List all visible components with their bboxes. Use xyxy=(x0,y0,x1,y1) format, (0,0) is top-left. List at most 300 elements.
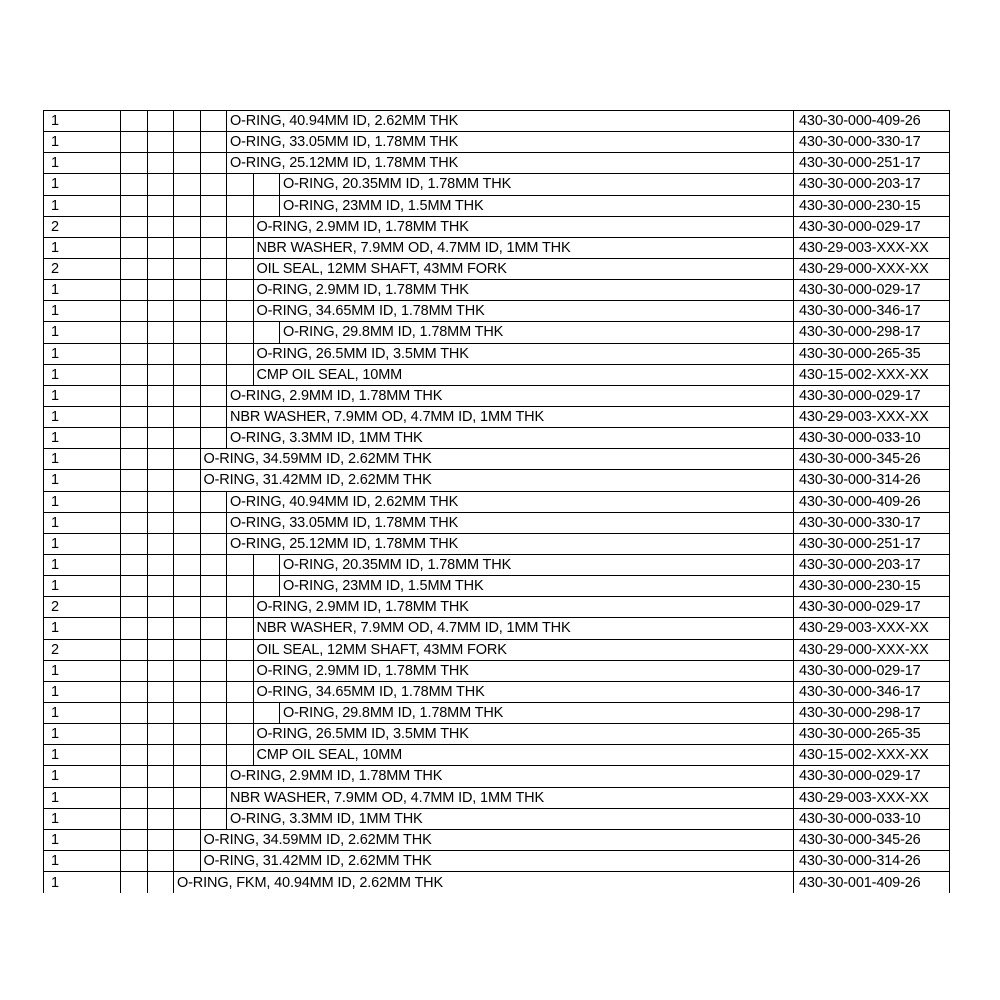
part-number-cell: 430-29-003-XXX-XX xyxy=(794,407,950,427)
table-row xyxy=(44,576,950,597)
indent-cell xyxy=(174,745,201,765)
qty-cell: 1 xyxy=(44,576,121,596)
indent-cell xyxy=(254,555,281,575)
indent-cell xyxy=(121,851,148,871)
description-cell: OIL SEAL, 12MM SHAFT, 43MM FORK xyxy=(254,259,795,279)
indent-cell xyxy=(121,365,148,385)
indent-cell xyxy=(174,830,201,850)
description-cell: O-RING, 34.65MM ID, 1.78MM THK xyxy=(254,682,795,702)
indent-cell xyxy=(121,132,148,152)
indent-cell xyxy=(148,196,175,216)
indent-cell xyxy=(174,280,201,300)
indent-cell xyxy=(227,682,254,702)
indent-cell xyxy=(227,597,254,617)
part-number-cell: 430-30-000-346-17 xyxy=(794,301,950,321)
table-row xyxy=(44,597,950,618)
qty-cell: 1 xyxy=(44,766,121,786)
indent-cell xyxy=(121,259,148,279)
indent-cell xyxy=(174,788,201,808)
indent-cell xyxy=(201,534,228,554)
indent-cell xyxy=(227,322,254,342)
part-number-cell: 430-30-000-298-17 xyxy=(794,703,950,723)
part-number-cell: 430-30-000-033-10 xyxy=(794,428,950,448)
indent-cell xyxy=(174,407,201,427)
indent-cell xyxy=(148,470,175,490)
part-number-cell: 430-30-000-029-17 xyxy=(794,280,950,300)
part-number-cell: 430-30-000-265-35 xyxy=(794,344,950,364)
indent-cell xyxy=(148,597,175,617)
qty-cell: 1 xyxy=(44,238,121,258)
part-number-cell: 430-30-000-298-17 xyxy=(794,322,950,342)
table-row xyxy=(44,428,950,449)
indent-cell xyxy=(201,322,228,342)
table-row xyxy=(44,492,950,513)
indent-cell xyxy=(121,407,148,427)
description-cell: O-RING, 34.59MM ID, 2.62MM THK xyxy=(201,830,795,850)
indent-cell xyxy=(148,428,175,448)
indent-cell xyxy=(201,301,228,321)
indent-cell xyxy=(201,365,228,385)
qty-cell: 1 xyxy=(44,851,121,871)
indent-cell xyxy=(121,217,148,237)
indent-cell xyxy=(174,492,201,512)
indent-cell xyxy=(174,724,201,744)
table-row xyxy=(44,534,950,555)
part-number-cell: 430-30-000-345-26 xyxy=(794,449,950,469)
indent-cell xyxy=(148,513,175,533)
part-number-cell: 430-30-000-029-17 xyxy=(794,217,950,237)
indent-cell xyxy=(174,365,201,385)
indent-cell xyxy=(201,576,228,596)
description-cell: O-RING, 33.05MM ID, 1.78MM THK xyxy=(227,132,794,152)
description-cell: NBR WASHER, 7.9MM OD, 4.7MM ID, 1MM THK xyxy=(227,407,794,427)
qty-cell: 1 xyxy=(44,618,121,638)
description-cell: NBR WASHER, 7.9MM OD, 4.7MM ID, 1MM THK xyxy=(227,788,794,808)
qty-cell: 1 xyxy=(44,344,121,364)
table-row xyxy=(44,766,950,787)
indent-cell xyxy=(201,724,228,744)
description-cell: O-RING, 20.35MM ID, 1.78MM THK xyxy=(280,555,794,575)
table-row xyxy=(44,470,950,491)
indent-cell xyxy=(121,872,148,893)
indent-cell xyxy=(227,344,254,364)
part-number-cell: 430-15-002-XXX-XX xyxy=(794,745,950,765)
indent-cell xyxy=(148,618,175,638)
indent-cell xyxy=(148,132,175,152)
description-cell: NBR WASHER, 7.9MM OD, 4.7MM ID, 1MM THK xyxy=(254,618,795,638)
indent-cell xyxy=(121,449,148,469)
qty-cell: 1 xyxy=(44,174,121,194)
description-cell: O-RING, 2.9MM ID, 1.78MM THK xyxy=(254,280,795,300)
indent-cell xyxy=(227,703,254,723)
table-row xyxy=(44,196,950,217)
part-number-cell: 430-29-003-XXX-XX xyxy=(794,238,950,258)
qty-cell: 1 xyxy=(44,365,121,385)
description-cell: O-RING, 26.5MM ID, 3.5MM THK xyxy=(254,724,795,744)
table-row xyxy=(44,449,950,470)
indent-cell xyxy=(254,174,281,194)
qty-cell: 2 xyxy=(44,259,121,279)
indent-cell xyxy=(201,766,228,786)
part-number-cell: 430-30-000-203-17 xyxy=(794,174,950,194)
qty-cell: 1 xyxy=(44,196,121,216)
indent-cell xyxy=(227,576,254,596)
indent-cell xyxy=(254,703,281,723)
indent-cell xyxy=(227,365,254,385)
table-row xyxy=(44,513,950,534)
indent-cell xyxy=(121,301,148,321)
description-cell: O-RING, FKM, 40.94MM ID, 2.62MM THK xyxy=(174,872,794,893)
table-row xyxy=(44,386,950,407)
part-number-cell: 430-30-000-314-26 xyxy=(794,851,950,871)
indent-cell xyxy=(121,322,148,342)
indent-cell xyxy=(254,322,281,342)
indent-cell xyxy=(174,132,201,152)
indent-cell xyxy=(201,386,228,406)
indent-cell xyxy=(148,492,175,512)
qty-cell: 1 xyxy=(44,386,121,406)
part-number-cell: 430-30-000-265-35 xyxy=(794,724,950,744)
indent-cell xyxy=(201,703,228,723)
description-cell: O-RING, 25.12MM ID, 1.78MM THK xyxy=(227,153,794,173)
description-cell: O-RING, 3.3MM ID, 1MM THK xyxy=(227,809,794,829)
indent-cell xyxy=(121,196,148,216)
indent-cell xyxy=(201,745,228,765)
indent-cell xyxy=(121,153,148,173)
qty-cell: 1 xyxy=(44,449,121,469)
indent-cell xyxy=(201,111,228,131)
indent-cell xyxy=(121,597,148,617)
indent-cell xyxy=(174,217,201,237)
table-row xyxy=(44,322,950,343)
indent-cell xyxy=(227,724,254,744)
indent-cell xyxy=(227,174,254,194)
indent-cell xyxy=(148,238,175,258)
indent-cell xyxy=(148,259,175,279)
part-number-cell: 430-30-000-330-17 xyxy=(794,132,950,152)
indent-cell xyxy=(254,196,281,216)
indent-cell xyxy=(227,196,254,216)
indent-cell xyxy=(227,259,254,279)
table-row xyxy=(44,301,950,322)
indent-cell xyxy=(148,851,175,871)
indent-cell xyxy=(201,640,228,660)
table-row xyxy=(44,280,950,301)
qty-cell: 1 xyxy=(44,788,121,808)
table-row xyxy=(44,153,950,174)
indent-cell xyxy=(121,830,148,850)
indent-cell xyxy=(201,513,228,533)
table-row xyxy=(44,661,950,682)
indent-cell xyxy=(201,132,228,152)
indent-cell xyxy=(227,661,254,681)
qty-cell: 1 xyxy=(44,492,121,512)
indent-cell xyxy=(174,809,201,829)
description-cell: O-RING, 2.9MM ID, 1.78MM THK xyxy=(227,766,794,786)
table-row xyxy=(44,111,950,132)
indent-cell xyxy=(201,153,228,173)
indent-cell xyxy=(201,809,228,829)
indent-cell xyxy=(201,280,228,300)
indent-cell xyxy=(227,618,254,638)
table-row xyxy=(44,365,950,386)
indent-cell xyxy=(148,745,175,765)
indent-cell xyxy=(121,640,148,660)
description-cell: CMP OIL SEAL, 10MM xyxy=(254,365,795,385)
description-cell: O-RING, 40.94MM ID, 2.62MM THK xyxy=(227,492,794,512)
indent-cell xyxy=(201,597,228,617)
part-number-cell: 430-30-000-409-26 xyxy=(794,492,950,512)
indent-cell xyxy=(148,872,175,893)
indent-cell xyxy=(174,470,201,490)
indent-cell xyxy=(174,640,201,660)
indent-cell xyxy=(201,788,228,808)
qty-cell: 1 xyxy=(44,661,121,681)
indent-cell xyxy=(121,618,148,638)
table-row xyxy=(44,555,950,576)
table-row xyxy=(44,682,950,703)
bom-parts-table xyxy=(43,110,950,893)
qty-cell: 2 xyxy=(44,640,121,660)
qty-cell: 1 xyxy=(44,745,121,765)
table-row xyxy=(44,344,950,365)
indent-cell xyxy=(201,196,228,216)
description-cell: O-RING, 34.65MM ID, 1.78MM THK xyxy=(254,301,795,321)
indent-cell xyxy=(148,344,175,364)
indent-cell xyxy=(121,534,148,554)
part-number-cell: 430-29-000-XXX-XX xyxy=(794,640,950,660)
indent-cell xyxy=(148,724,175,744)
qty-cell: 1 xyxy=(44,301,121,321)
table-row xyxy=(44,132,950,153)
description-cell: O-RING, 34.59MM ID, 2.62MM THK xyxy=(201,449,795,469)
indent-cell xyxy=(121,492,148,512)
table-row xyxy=(44,174,950,195)
indent-cell xyxy=(121,809,148,829)
indent-cell xyxy=(201,555,228,575)
description-cell: O-RING, 2.9MM ID, 1.78MM THK xyxy=(254,661,795,681)
indent-cell xyxy=(254,576,281,596)
indent-cell xyxy=(227,640,254,660)
indent-cell xyxy=(227,301,254,321)
indent-cell xyxy=(174,534,201,554)
table-row xyxy=(44,407,950,428)
indent-cell xyxy=(148,322,175,342)
description-cell: O-RING, 26.5MM ID, 3.5MM THK xyxy=(254,344,795,364)
table-row xyxy=(44,788,950,809)
qty-cell: 1 xyxy=(44,703,121,723)
indent-cell xyxy=(227,555,254,575)
qty-cell: 1 xyxy=(44,534,121,554)
part-number-cell: 430-30-001-409-26 xyxy=(794,872,950,893)
qty-cell: 1 xyxy=(44,724,121,744)
indent-cell xyxy=(201,407,228,427)
description-cell: O-RING, 31.42MM ID, 2.62MM THK xyxy=(201,470,795,490)
qty-cell: 1 xyxy=(44,407,121,427)
part-number-cell: 430-30-000-345-26 xyxy=(794,830,950,850)
indent-cell xyxy=(201,238,228,258)
qty-cell: 1 xyxy=(44,830,121,850)
indent-cell xyxy=(227,280,254,300)
indent-cell xyxy=(174,597,201,617)
indent-cell xyxy=(227,238,254,258)
indent-cell xyxy=(148,809,175,829)
indent-cell xyxy=(174,238,201,258)
indent-cell xyxy=(174,322,201,342)
description-cell: CMP OIL SEAL, 10MM xyxy=(254,745,795,765)
indent-cell xyxy=(121,703,148,723)
qty-cell: 1 xyxy=(44,132,121,152)
table-row xyxy=(44,238,950,259)
table-row xyxy=(44,640,950,661)
table-row xyxy=(44,217,950,238)
indent-cell xyxy=(174,386,201,406)
indent-cell xyxy=(148,386,175,406)
description-cell: OIL SEAL, 12MM SHAFT, 43MM FORK xyxy=(254,640,795,660)
indent-cell xyxy=(148,174,175,194)
indent-cell xyxy=(121,788,148,808)
indent-cell xyxy=(174,259,201,279)
indent-cell xyxy=(121,111,148,131)
indent-cell xyxy=(121,238,148,258)
indent-cell xyxy=(174,301,201,321)
qty-cell: 1 xyxy=(44,555,121,575)
indent-cell xyxy=(148,766,175,786)
indent-cell xyxy=(148,640,175,660)
table-row xyxy=(44,703,950,724)
description-cell: O-RING, 2.9MM ID, 1.78MM THK xyxy=(227,386,794,406)
qty-cell: 1 xyxy=(44,809,121,829)
indent-cell xyxy=(174,196,201,216)
table-row xyxy=(44,809,950,830)
description-cell: O-RING, 33.05MM ID, 1.78MM THK xyxy=(227,513,794,533)
indent-cell xyxy=(174,174,201,194)
indent-cell xyxy=(174,618,201,638)
indent-cell xyxy=(174,851,201,871)
indent-cell xyxy=(148,555,175,575)
indent-cell xyxy=(227,217,254,237)
part-number-cell: 430-30-000-033-10 xyxy=(794,809,950,829)
description-cell: O-RING, 31.42MM ID, 2.62MM THK xyxy=(201,851,795,871)
indent-cell xyxy=(174,766,201,786)
description-cell: O-RING, 29.8MM ID, 1.78MM THK xyxy=(280,703,794,723)
indent-cell xyxy=(148,449,175,469)
qty-cell: 1 xyxy=(44,111,121,131)
part-number-cell: 430-30-000-409-26 xyxy=(794,111,950,131)
indent-cell xyxy=(174,661,201,681)
indent-cell xyxy=(148,576,175,596)
indent-cell xyxy=(174,111,201,131)
indent-cell xyxy=(121,724,148,744)
table-row xyxy=(44,851,950,872)
description-cell: O-RING, 25.12MM ID, 1.78MM THK xyxy=(227,534,794,554)
qty-cell: 1 xyxy=(44,428,121,448)
table-row xyxy=(44,724,950,745)
indent-cell xyxy=(201,682,228,702)
qty-cell: 1 xyxy=(44,470,121,490)
indent-cell xyxy=(121,344,148,364)
table-row xyxy=(44,618,950,639)
indent-cell xyxy=(201,492,228,512)
indent-cell xyxy=(201,661,228,681)
indent-cell xyxy=(148,280,175,300)
indent-cell xyxy=(174,153,201,173)
indent-cell xyxy=(148,830,175,850)
indent-cell xyxy=(148,111,175,131)
part-number-cell: 430-30-000-251-17 xyxy=(794,534,950,554)
indent-cell xyxy=(201,618,228,638)
indent-cell xyxy=(174,449,201,469)
indent-cell xyxy=(227,745,254,765)
description-cell: O-RING, 23MM ID, 1.5MM THK xyxy=(280,196,794,216)
indent-cell xyxy=(148,788,175,808)
indent-cell xyxy=(148,217,175,237)
qty-cell: 1 xyxy=(44,513,121,533)
indent-cell xyxy=(121,745,148,765)
part-number-cell: 430-30-000-330-17 xyxy=(794,513,950,533)
indent-cell xyxy=(174,344,201,364)
table-row xyxy=(44,259,950,280)
description-cell: O-RING, 2.9MM ID, 1.78MM THK xyxy=(254,217,795,237)
indent-cell xyxy=(201,174,228,194)
indent-cell xyxy=(121,428,148,448)
indent-cell xyxy=(201,428,228,448)
description-cell: O-RING, 3.3MM ID, 1MM THK xyxy=(227,428,794,448)
part-number-cell: 430-29-003-XXX-XX xyxy=(794,618,950,638)
indent-cell xyxy=(174,428,201,448)
indent-cell xyxy=(121,576,148,596)
qty-cell: 1 xyxy=(44,280,121,300)
indent-cell xyxy=(174,576,201,596)
indent-cell xyxy=(148,661,175,681)
qty-cell: 1 xyxy=(44,872,121,893)
description-cell: O-RING, 23MM ID, 1.5MM THK xyxy=(280,576,794,596)
description-cell: O-RING, 20.35MM ID, 1.78MM THK xyxy=(280,174,794,194)
indent-cell xyxy=(148,407,175,427)
indent-cell xyxy=(148,534,175,554)
description-cell: O-RING, 29.8MM ID, 1.78MM THK xyxy=(280,322,794,342)
part-number-cell: 430-29-000-XXX-XX xyxy=(794,259,950,279)
indent-cell xyxy=(121,174,148,194)
indent-cell xyxy=(121,470,148,490)
indent-cell xyxy=(121,766,148,786)
part-number-cell: 430-30-000-029-17 xyxy=(794,661,950,681)
part-number-cell: 430-30-000-251-17 xyxy=(794,153,950,173)
indent-cell xyxy=(148,703,175,723)
indent-cell xyxy=(121,555,148,575)
indent-cell xyxy=(201,259,228,279)
description-cell: NBR WASHER, 7.9MM OD, 4.7MM ID, 1MM THK xyxy=(254,238,795,258)
indent-cell xyxy=(174,513,201,533)
description-cell: O-RING, 40.94MM ID, 2.62MM THK xyxy=(227,111,794,131)
part-number-cell: 430-30-000-314-26 xyxy=(794,470,950,490)
indent-cell xyxy=(121,386,148,406)
part-number-cell: 430-29-003-XXX-XX xyxy=(794,788,950,808)
part-number-cell: 430-30-000-029-17 xyxy=(794,766,950,786)
qty-cell: 1 xyxy=(44,322,121,342)
part-number-cell: 430-30-000-029-17 xyxy=(794,386,950,406)
qty-cell: 2 xyxy=(44,217,121,237)
indent-cell xyxy=(121,280,148,300)
indent-cell xyxy=(201,217,228,237)
qty-cell: 1 xyxy=(44,153,121,173)
indent-cell xyxy=(121,661,148,681)
table-row xyxy=(44,872,950,893)
qty-cell: 2 xyxy=(44,597,121,617)
indent-cell xyxy=(148,301,175,321)
indent-cell xyxy=(174,555,201,575)
part-number-cell: 430-30-000-029-17 xyxy=(794,597,950,617)
